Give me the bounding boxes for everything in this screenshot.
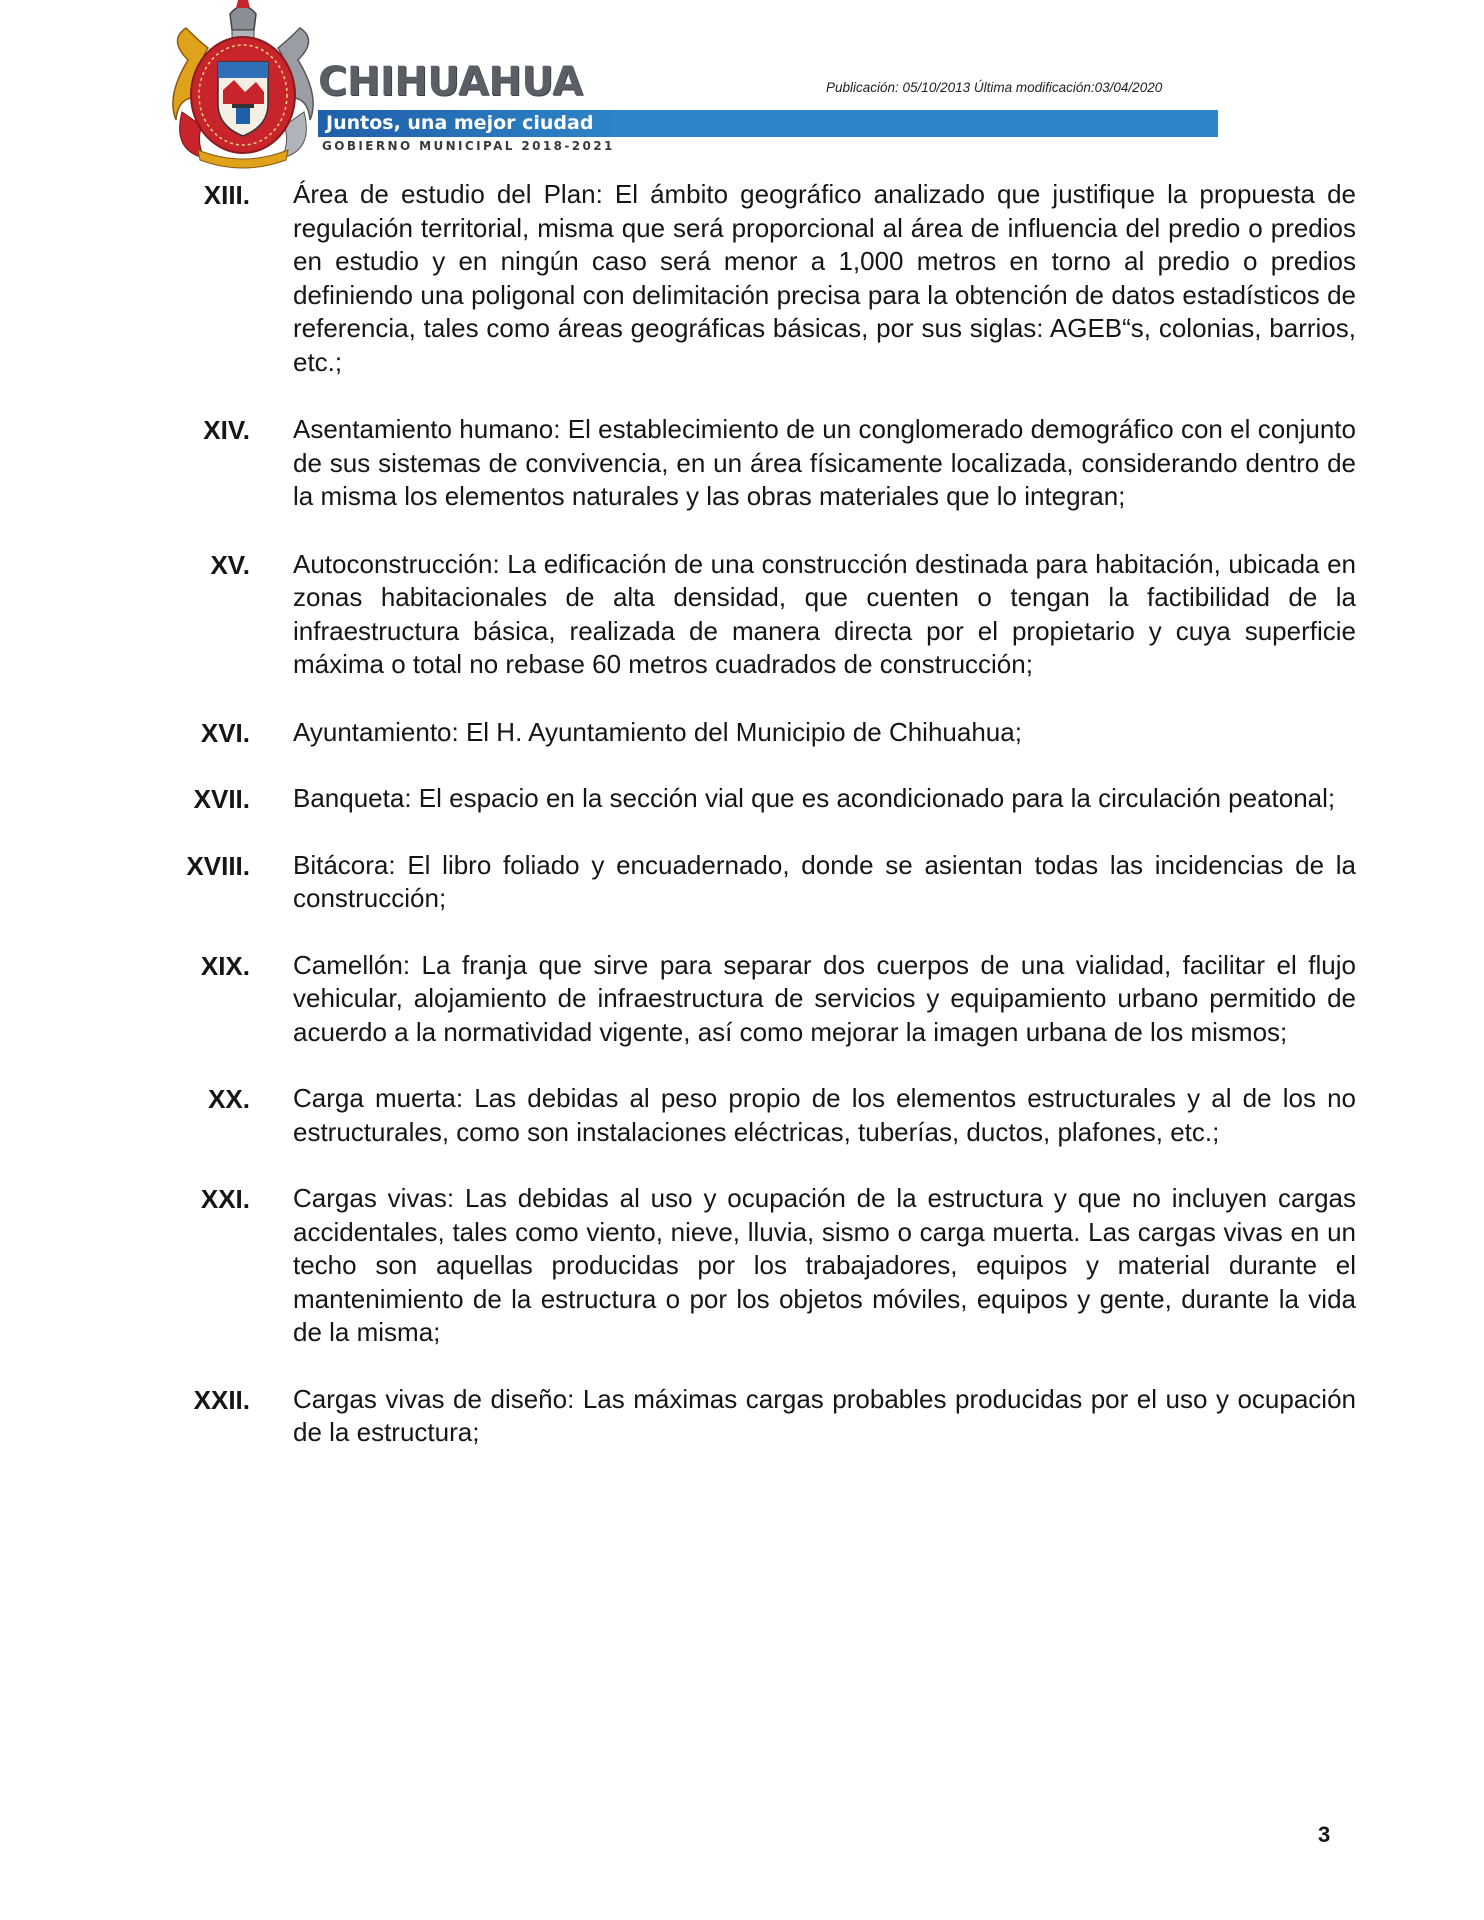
publication-info: Publicación: 05/10/2013 Última modificación:03/04/2020 xyxy=(826,80,1163,95)
item-text: Cargas vivas de diseño: Las máximas cargas probables producidas por el uso y ocupación de la estructura; xyxy=(293,1383,1356,1447)
document-header xyxy=(0,0,1484,175)
list-item xyxy=(0,548,1484,682)
item-text: Banqueta: El espacio en la sección vial que es acondicionado para la circulación peatonal; xyxy=(293,783,1336,813)
list-item xyxy=(0,849,1484,916)
brand-name: CHIHUAHUA xyxy=(318,59,583,105)
item-numeral: XVI. xyxy=(200,717,250,748)
list-item xyxy=(0,716,1484,750)
item-numeral: XVII. xyxy=(193,784,250,814)
item-numeral: XIX. xyxy=(200,950,250,981)
list-item xyxy=(0,1182,1484,1350)
item-text: Bitácora: El libro foliado y encuadernado, donde se asientan todas las incidencias de la construcción; xyxy=(293,849,1356,913)
item-numeral: XXII. xyxy=(193,1384,250,1415)
item-text: Área de estudio del Plan: El ámbito geográfico analizado que justifique la propuesta de regulación territorial, misma que será proporcional al área de influencia del predio o predios en estudio y en ningún caso será menor a 1,000 metros en torno al predio o predios definiendo una poligonal con delimitación precisa para la obtención de datos estadísticos de referencia, tales como áreas geográficas básicas, por sus siglas: AGEB“s, colonias, barrios, etc.; xyxy=(293,179,1356,377)
item-text: Autoconstrucción: La edificación de una construcción destinada para habitación, ubicada en zonas habitacionales de alta densidad, que cuenten o tengan la factibilidad de la infraestructura básica, realizada de manera directa por el propietario y cuya superficie máxima o total no rebase 60 metros cuadrados de construcción; xyxy=(293,548,1356,679)
list-item xyxy=(0,413,1484,514)
municipal-coat-of-arms-icon xyxy=(168,0,318,172)
item-numeral: XV. xyxy=(210,549,250,580)
list-item xyxy=(0,178,1484,379)
item-numeral: XIII. xyxy=(203,180,250,210)
item-text: Ayuntamiento: El H. Ayuntamiento del Municipio de Chihuahua; xyxy=(293,716,1022,747)
item-numeral: XVIII. xyxy=(186,850,250,881)
list-item xyxy=(0,1082,1484,1149)
item-text: Camellón: La franja que sirve para separar dos cuerpos de una vialidad, facilitar el flujo vehicular, alojamiento de infraestructura de servicios y equipamiento urbano permitido de acuerdo a la normatividad vigente, así como mejorar la imagen urbana de los mismos; xyxy=(293,949,1356,1047)
item-text: Asentamiento humano: El establecimiento de un conglomerado demográfico con el conjunto de sus sistemas de convivencia, en un área físicamente localizada, considerando dentro de la misma los elementos naturales y las obras materiales que lo integran; xyxy=(293,414,1356,511)
list-item xyxy=(0,782,1484,816)
item-numeral: XXI. xyxy=(200,1184,250,1214)
list-item xyxy=(0,1383,1484,1450)
item-numeral: XX. xyxy=(208,1084,250,1114)
item-numeral: XIV. xyxy=(203,415,250,445)
government-term: GOBIERNO MUNICIPAL 2018-2021 xyxy=(322,139,615,153)
tagline: Juntos, una mejor ciudad xyxy=(326,112,594,134)
item-text: Carga muerta: Las debidas al peso propio de los elementos estructurales y al de los no estructurales, como son instalaciones eléctricas, tuberías, ductos, plafones, etc.; xyxy=(293,1083,1356,1147)
definitions-list xyxy=(0,178,1484,1450)
item-text: Cargas vivas: Las debidas al uso y ocupación de la estructura y que no incluyen cargas accidentales, tales como viento, nieve, lluvia, sismo o carga muerta. Las cargas vivas en un techo son aquellas producidas por los trabajadores, equipos y material durante el mantenimiento de la estructura o por los objetos móviles, equipos y gente, durante la vida de la misma; xyxy=(293,1183,1356,1347)
page-number: 3 xyxy=(1318,1822,1331,1847)
list-item xyxy=(0,949,1484,1050)
